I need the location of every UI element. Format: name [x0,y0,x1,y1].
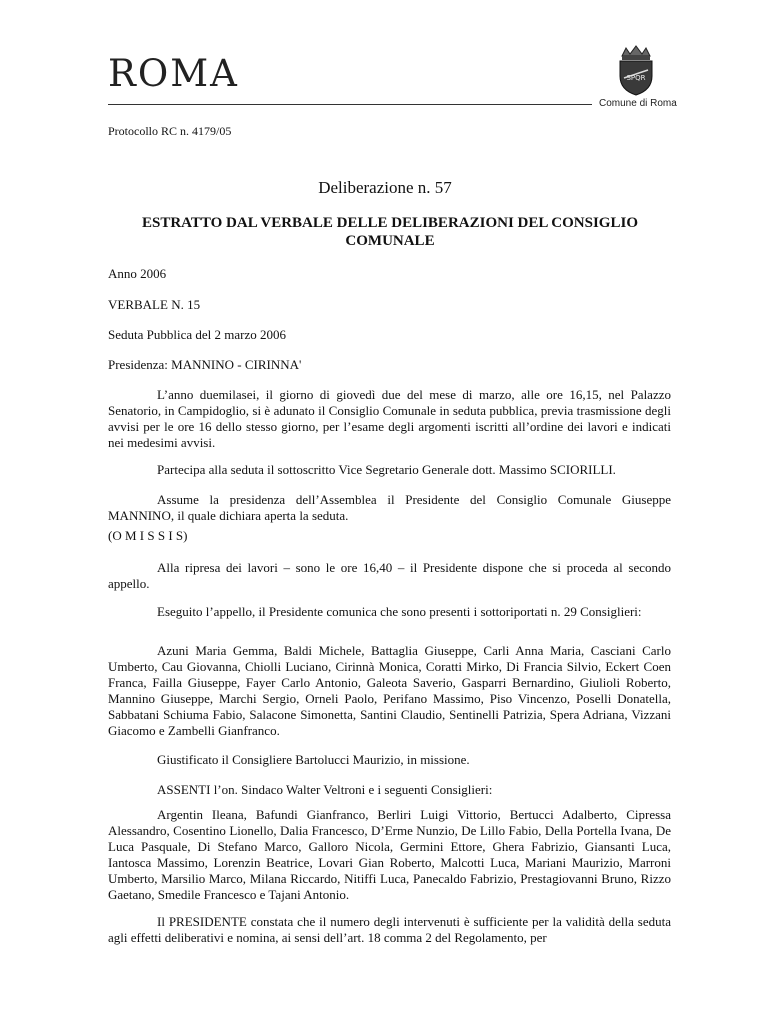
comune-label: Comune di Roma [599,98,677,109]
paragraph-presidency: Assume la presidenza dell’Assemblea il Presidente del Consiglio Comunale Giuseppe MANNINO, il quale dichiara aperta la seduta. [108,492,671,523]
paragraph-present-members: Azuni Maria Gemma, Baldi Michele, Battaglia Giuseppe, Carli Anna Maria, Casciani Carlo Umberto, Cau Giovanna, Chiolli Luciano, Cirinnà Monica, Coratti Mirko, Di Francia Silvio, Eckert Coen Franca, Failla Giuseppe, Fayer Carlo Antonio, Galeota Saverio, Gasparri Bernardino, Giulioli Roberto, Mannino Giuseppe, Marchi Sergio, Orneli Paolo, Perifano Massimo, Piso Vincenzo, Poselli Donatella, Sabbatani Schiuma Fabio, Salacone Simonetta, Santini Claudio, Sentinelli Patrizia, Spera Adriana, Vizzani Giacomo e Zambelli Gianfranco. [108,643,671,738]
paragraph-resumption: Alla ripresa dei lavori – sono le ore 16,40 – il Presidente dispone che si proceda al secondo appello. [108,560,671,591]
paragraph-opening: L’anno duemilasei, il giorno di giovedì due del mese di marzo, alle ore 16,15, nel Palazzo Senatorio, in Campidoglio, si è adunato il Consiglio Comunale in seduta pubblica, previa trasmissione degli avvisi per le ore 16 dello stesso giorno, per l’esame degli argomenti iscritti all’ordine dei lavori e indicati nei medesimi avvisi. [108,387,671,450]
paragraph-president-quorum: Il PRESIDENTE constata che il numero degli intervenuti è sufficiente per la validità della seduta agli effetti deliberativi e nomina, ai sensi dell’art. 18 comma 2 del Regolamento, per [108,914,671,945]
omissis-line: (O M I S S I S) [108,528,188,543]
deliberation-title: Deliberazione n. 57 [318,178,452,197]
presidency-line: Presidenza: MANNINO - CIRINNA' [108,357,302,372]
paragraph-justified: Giustificato il Consigliere Bartolucci Maurizio, in missione. [157,752,470,767]
verbale-line: VERBALE N. 15 [108,297,201,312]
paragraph-absent-members: Argentin Ileana, Bafundi Gianfranco, Berliri Luigi Vittorio, Bertucci Adalberto, Cipressa Alessandro, Cosentino Lionello, Dalia Francesco, D’Erme Nunzio, De Lillo Fabio, Della Portella Ivana, De Luca Pasquale, Di Stefano Marco, Galloro Nicola, Germini Ettore, Ghera Fabrizio, Giansanti Luca, Iantosca Massimo, Lorenzin Beatrice, Lovari Gian Roberto, Malcotti Luca, Mariani Maurizio, Marroni Umberto, Marsilio Marco, Milana Riccardo, Nitiffi Luca, Panecaldo Fabrizio, Prestagiovanni Bruno, Rizzo Gaetano, Smedile Francesco e Tajani Antonio. [108,807,671,902]
roma-wordmark: ROMA [108,52,239,95]
paragraph-rollcall: Eseguito l’appello, il Presidente comunica che sono presenti i sottoriportati n. 29 Consiglieri: [157,604,642,619]
paragraph-secretary: Partecipa alla seduta il sottoscritto Vice Segretario Generale dott. Massimo SCIORILLI. [157,462,616,477]
extract-heading: ESTRATTO DAL VERBALE DELLE DELIBERAZIONI DEL CONSIGLIO COMUNALE [142,215,638,249]
session-line: Seduta Pubblica del 2 marzo 2006 [108,327,286,342]
svg-text:SPQR: SPQR [626,74,646,82]
header-rule [108,104,592,105]
paragraph-absent-heading: ASSENTI l’on. Sindaco Walter Veltroni e i seguenti Consiglieri: [157,782,493,797]
year-line: Anno 2006 [108,266,167,281]
roma-crest-icon [612,44,660,96]
protocol-number: Protocollo RC n. 4179/05 [108,124,232,138]
